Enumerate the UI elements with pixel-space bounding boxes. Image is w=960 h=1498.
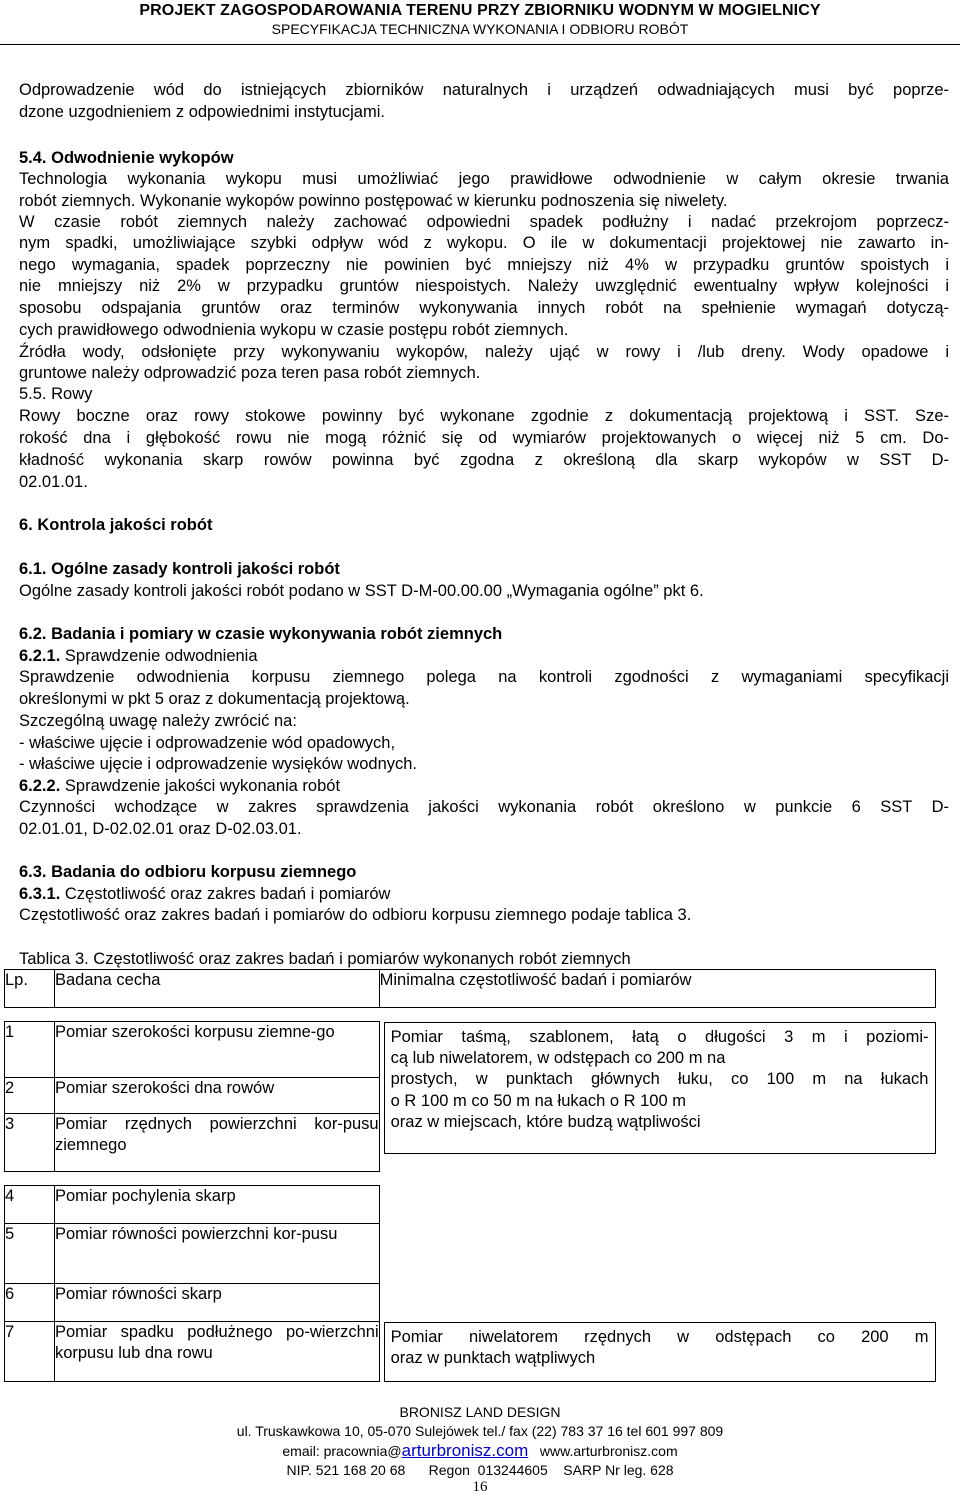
header-czestotliwosc: Minimalna częstotliwość badań i pomiarów (379, 970, 935, 1008)
page-number: 16 (472, 1479, 488, 1495)
website-link[interactable]: www.arturbronisz.com (539, 1443, 678, 1459)
paragraph-line: rokość dna i głębokość rowu nie mogą różnić się od wymiarów projektowanych o więcej niż 5 cm. Do- (19, 429, 949, 447)
paragraph-line: Ogólne zasady kontroli jakości robót podano w SST D-M-00.00.00 „Wymagania ogólne” pkt 6. (19, 582, 704, 600)
table-row: 5 Pomiar równości powierzchni kor-pusu (5, 1224, 936, 1284)
section-heading-6-3-1: 6.3.1. Częstotliwość oraz zakres badań i pomiarów (19, 885, 391, 903)
page-header (0, 0, 960, 46)
paragraph-line: cych prawidłowego odwodnienia wykopu w czasie postępu robót ziemnych. (19, 321, 569, 339)
paragraph-line: robót ziemnych. Wykonanie wykopów powinno postępować w kierunku podnoszenia się niwelety. (19, 192, 728, 210)
header-spec-title: SPECYFIKACJA TECHNICZNA WYKONANIA I ODBIORU ROBÓT (271, 21, 689, 37)
section-heading-6-3: 6.3. Badania do odbioru korpusu ziemnego (19, 863, 357, 881)
paragraph-line: 02.01.01. (19, 473, 88, 491)
paragraph-line: nym spadki, umożliwiające szybki odpływ wód z wykopu. O ile w dokumentacji projektowej nie zawarto in- (19, 234, 949, 252)
table-row: 2 Pomiar szerokości dna rowów (5, 1078, 936, 1114)
paragraph-line: Odprowadzenie wód do istniejących zbiorników naturalnych i urządzeń odwadniających musi być poprze- (19, 81, 949, 99)
paragraph-line: Czynności wchodzące w zakres sprawdzenia jakości wykonania robót określono w punkcie 6 SST D- (19, 798, 949, 816)
table-row: 6 Pomiar równości skarp (5, 1284, 936, 1322)
paragraph-line: kładność wykonania skarp rowów powinna być zgodna z określoną dla skarp wykopów w SST D- (19, 451, 949, 469)
section-heading-6-2-2: 6.2.2. Sprawdzenie jakości wykonania robót (19, 777, 341, 795)
section-heading-6: 6. Kontrola jakości robót (19, 516, 213, 534)
paragraph-line: Technologia wykonania wykopu musi umożliwiać jego prawidłowe odwodnienie w całym okresie trwania (19, 170, 949, 188)
section-heading-6-1: 6.1. Ogólne zasady kontroli jakości robót (19, 560, 340, 578)
table-caption: Tablica 3. Częstotliwość oraz zakres badań i pomiarów wykonanych robót ziemnych (19, 950, 631, 968)
paragraph-line: nie mniejszy niż 2% w przypadku gruntów niespoistych. Należy uwzględnić ewentualny wpływ kolejności i (19, 277, 949, 295)
paragraph-line: nego wymagania, spadek poprzeczny nie powinien być mniejszy niż 4% w przypadku gruntów spoistych i (19, 256, 949, 274)
table-row: 3 Pomiar rzędnych powierzchni kor-pusu ziemnego (5, 1114, 936, 1172)
section-heading-6-2-1: 6.2.1. Sprawdzenie odwodnienia (19, 647, 258, 665)
section-heading-5-5: 5.5. Rowy (19, 385, 93, 403)
header-project-title: PROJEKT ZAGOSPODAROWANIA TERENU PRZY ZBIORNIKU WODNYM W MOGIELNICY (139, 2, 821, 19)
table-row: 1 Pomiar szerokości korpusu ziemne-go Pomiar taśmą, szablonem, łatą o długości 3 m i poziomi- cą lub niwelatorem, w odstępach co 200 m na prostych, w punktach głównych łuku, co 100 m na łukach o R 100 m co 50 m na łukach o R 100 m oraz w miejscach, które budzą wątpliwości (5, 1022, 936, 1078)
footer-ids: NIP. 521 168 20 68 Regon 013244605 SARP Nr leg. 628 (286, 1462, 674, 1478)
list-item: - właściwe ujęcie i odprowadzenie wód opadowych, (19, 734, 396, 752)
page-footer (0, 1403, 960, 1480)
footer-company: BRONISZ LAND DESIGN (399, 1404, 561, 1420)
frequency-cell-7: Pomiar niwelatorem rzędnych w odstępach co 200 m oraz w punktach wątpliwych (379, 1322, 935, 1382)
frequency-cell-1: Pomiar taśmą, szablonem, łatą o długości 3 m i poziomi- cą lub niwelatorem, w odstępach co 200 m na prostych, w punktach głównych łuku, co 100 m na łukach o R 100 m co 50 m na łukach o R 100 m oraz w miejscach, które budzą wątpliwości (379, 1022, 935, 1186)
paragraph-line: Częstotliwość oraz zakres badań i pomiarów do odbioru korpusu ziemnego podaje tablica 3. (19, 906, 692, 924)
table-row: 7 Pomiar spadku podłużnego po-wierzchni korpusu lub dna rowu Pomiar niwelatorem rzędnych w odstępach co 200 m oraz w punktach wątpliwych (5, 1322, 936, 1382)
footer-contact: email: pracownia@arturbronisz.com www.arturbronisz.com (282, 1441, 678, 1460)
paragraph-line: Rowy boczne oraz rowy stokowe powinny być wykonane zgodnie z dokumentacją projektową i SST. Sze- (19, 407, 949, 425)
paragraph-line: określonymi w pkt 5 oraz z dokumentacją projektową. (19, 690, 410, 708)
paragraph-line: Szczególną uwagę należy zwrócić na: (19, 712, 297, 730)
frequency-table (4, 969, 936, 1382)
section-heading-5-4: 5.4. Odwodnienie wykopów (19, 149, 234, 167)
header-lp: Lp. (5, 970, 55, 1008)
table-row: 4 Pomiar pochylenia skarp (5, 1186, 936, 1224)
email-link[interactable]: arturbronisz.com (401, 1441, 529, 1460)
paragraph-line: Sprawdzenie odwodnienia korpusu ziemnego polega na kontroli zgodności z wymaganiami specyfikacji (19, 668, 949, 686)
list-item: - właściwe ujęcie i odprowadzenie wysięków wodnych. (19, 755, 418, 773)
paragraph-line: 02.01.01, D-02.02.01 oraz D-02.03.01. (19, 820, 302, 838)
section-heading-6-2: 6.2. Badania i pomiary w czasie wykonywania robót ziemnych (19, 625, 503, 643)
header-badana-cecha: Badana cecha (54, 970, 379, 1008)
paragraph-line: W czasie robót ziemnych należy zachować odpowiedni spadek podłużny i nadać przekrojom poprzecz- (19, 213, 949, 231)
paragraph-line: gruntowe należy odprowadzić poza teren pasa robót ziemnych. (19, 364, 481, 382)
footer-address: ul. Truskawkowa 10, 05-070 Sulejówek tel./ fax (22) 783 37 16 tel 601 997 809 (236, 1423, 724, 1439)
header-divider (0, 44, 960, 45)
paragraph-line: Źródła wody, odsłonięte przy wykonywaniu wykopów, należy ująć w rowy i /lub dreny. Wody opadowe i (19, 343, 949, 361)
paragraph-line: sposobu odspajania gruntów oraz terminów wykonywania innych robót na spełnienie wymagań dotyczą- (19, 299, 949, 317)
paragraph-line: dzone uzgodnieniem z odpowiednimi instytucjami. (19, 103, 385, 121)
table-header-row (5, 970, 936, 1008)
